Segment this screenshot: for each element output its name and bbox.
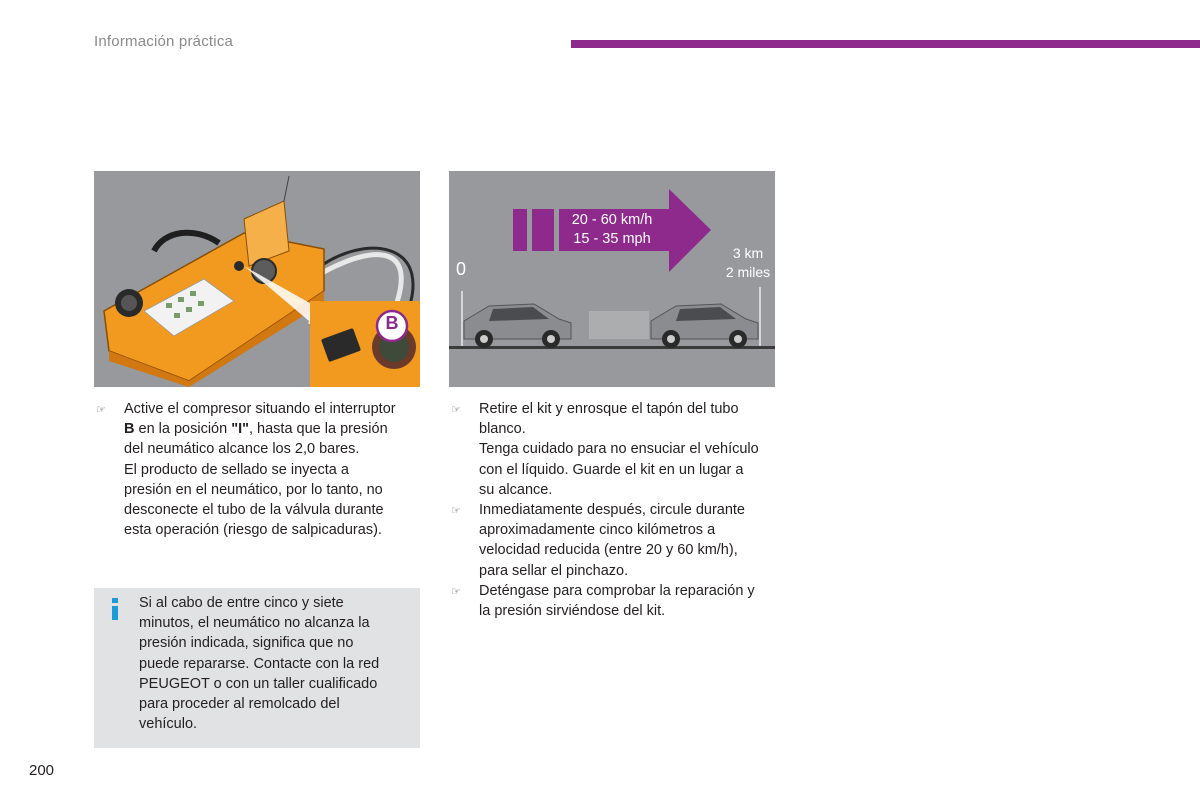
info-note-box <box>94 588 420 748</box>
speed-label <box>557 211 667 249</box>
info-line: presión indicada, significa que no <box>139 635 354 652</box>
instruction-line: su alcance. <box>479 481 553 498</box>
end-distance-label <box>717 244 775 282</box>
header-accent-bar <box>571 40 1200 48</box>
instruction-line: presión en el neumático, por lo tanto, no <box>124 481 383 498</box>
instruction-line: con el líquido. Guarde el kit en un lugar a <box>479 461 744 478</box>
info-line: para proceder al remolcado del <box>139 696 340 713</box>
compressor-kit-drawing <box>94 171 420 387</box>
info-line: minutos, el neumático no alcanza la <box>139 615 370 632</box>
compressor-kit-illustration <box>94 171 420 387</box>
info-line: vehículo. <box>139 716 198 733</box>
instruction-line: del neumático alcance los 2,0 bares. <box>124 441 360 458</box>
callout-letter-b: B <box>385 313 399 333</box>
info-note-text <box>139 593 379 734</box>
distance-km: 3 km <box>732 245 764 261</box>
instruction-line: El producto de sellado se inyecta a <box>124 461 349 478</box>
switch-b-label: B <box>124 421 135 438</box>
distance-miles: 2 miles <box>725 264 771 280</box>
speed-kmh: 20 - 60 km/h <box>571 212 653 228</box>
compressor-instructions <box>96 399 426 540</box>
info-icon <box>108 598 122 620</box>
instruction-line: esta operación (riesgo de salpicaduras). <box>124 522 382 539</box>
instruction-item <box>451 500 781 581</box>
page-number: 200 <box>29 762 55 779</box>
instruction-item <box>451 399 781 500</box>
instruction-fragment: , hasta que la presión <box>249 421 388 438</box>
section-title: Información práctica <box>94 33 234 50</box>
instruction-fragment: en la posición <box>138 421 228 438</box>
switch-position-label: "I" <box>231 421 249 438</box>
info-line: puede repararse. Contacte con la red <box>139 655 380 672</box>
instruction-line: blanco. <box>479 421 526 438</box>
instruction-item <box>451 581 781 621</box>
post-repair-instructions <box>451 399 781 621</box>
instruction-line: aproximadamente cinco kilómetros a <box>479 522 716 539</box>
instruction-item <box>96 399 426 540</box>
instruction-line: Retire el kit y enrosque el tapón del tubo <box>479 401 739 417</box>
instruction-line: Tenga cuidado para no ensuciar el vehículo <box>479 441 759 458</box>
info-line: Si al cabo de entre cinco y siete <box>139 595 344 611</box>
pointing-hand-icon: ☞ <box>451 404 461 416</box>
pointing-hand-icon: ☞ <box>96 404 106 416</box>
instruction-line: Deténgase para comprobar la reparación y <box>479 582 755 599</box>
pointing-hand-icon: ☞ <box>451 585 461 598</box>
instruction-line: desconecte el tubo de la válvula durante <box>124 502 384 519</box>
instruction-line: Inmediatamente después, circule durante <box>479 502 745 519</box>
info-line: PEUGEOT o con un taller cualificado <box>139 675 378 692</box>
pointing-hand-icon: ☞ <box>451 505 461 518</box>
instruction-line: Active el compresor situando el interruptor <box>124 401 396 417</box>
instruction-line <box>124 419 426 439</box>
instruction-line: la presión sirviéndose del kit. <box>479 603 666 620</box>
speed-mph: 15 - 35 mph <box>573 231 651 247</box>
start-distance-label: 0 <box>456 259 467 279</box>
driving-distance-illustration <box>449 171 775 387</box>
instruction-line: para sellar el pinchazo. <box>479 562 629 579</box>
instruction-line: velocidad reducida (entre 20 y 60 km/h), <box>479 542 738 559</box>
